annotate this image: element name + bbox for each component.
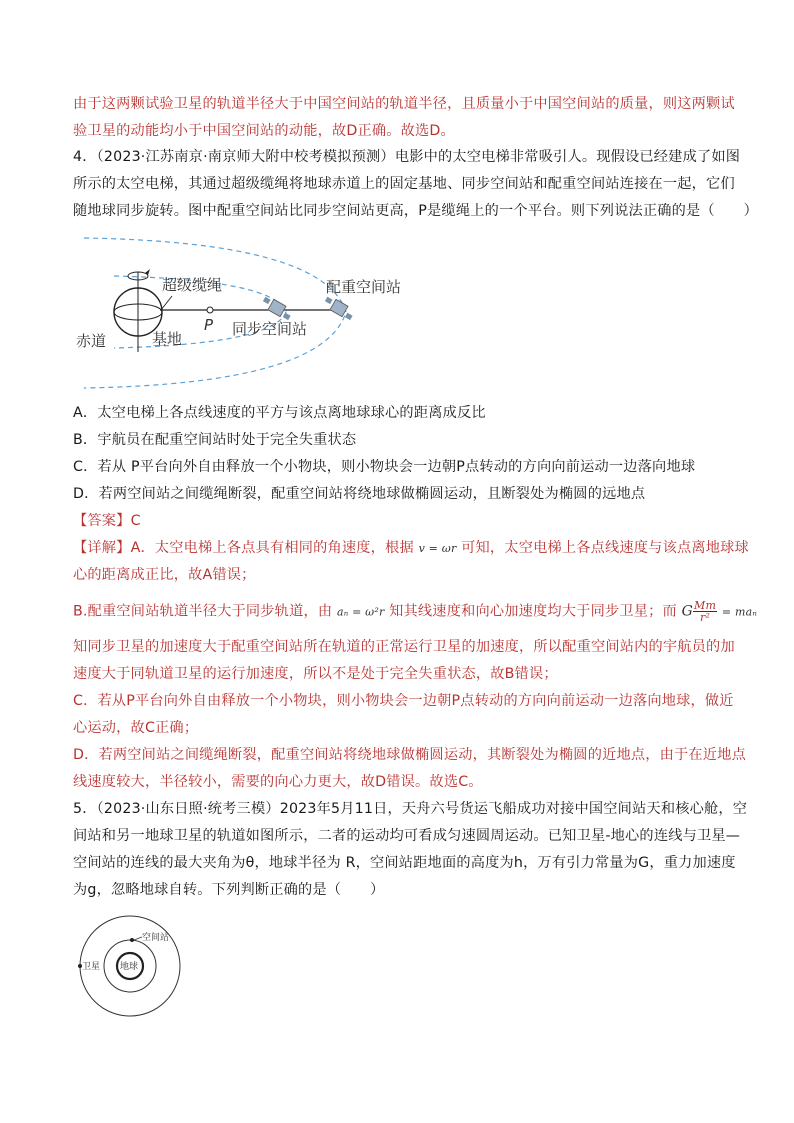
detail-b-line3: 速度大于同轨道卫星的运行加速度，所以不是处于完全失重状态，故B错误；	[73, 666, 558, 682]
question-5-stem: 5．（2023·山东日照·统考三模）2023年5月11日，天舟六号货运飞船成功对接中国空间站天和核心舱，空	[73, 801, 748, 817]
sync-station-icon	[263, 297, 291, 320]
question-4-stem: 4．（2023·江苏南京·南京师大附中校考模拟预测）电影中的太空电梯非常吸引人。现假设已经建成了如图	[73, 149, 741, 165]
formula-fraction: $\frac{Mm}{\text{r²}}$	[694, 599, 717, 624]
answer-line	[73, 511, 141, 531]
option-d: D．若两空间站之间缆绳断裂，配重空间站将绕地球做椭圆运动，且断裂处为椭圆的远地点	[73, 486, 646, 502]
station-label: 空间站	[142, 933, 170, 943]
cable-label: 超级缆绳	[162, 276, 223, 294]
detail-a-text: A．太空电梯上各点具有相同的角速度，根据	[130, 540, 414, 556]
solution-text: 验卫星的动能均小于中国空间站的动能，故D正确。故选D。	[73, 123, 455, 139]
platform-p-point	[207, 307, 213, 313]
formula-g: G	[681, 603, 694, 620]
question-4-stem: 所示的太空电梯，其通过超级缆绳将地球赤道上的固定基地、同步空间站和配重空间站连接在一起，它们	[73, 176, 735, 192]
sync-station-label: 同步空间站	[232, 320, 308, 338]
answer-value: C	[130, 513, 141, 529]
space-elevator-figure	[74, 232, 402, 392]
option-a: A．太空电梯上各点线速度的平方与该点离地球球心的距离成反比	[73, 405, 486, 421]
formula-rhs: = maₙ	[721, 605, 758, 619]
answer-tag: 【答案】	[73, 513, 131, 529]
station-dot	[130, 938, 134, 942]
question-5-stem: 空间站的连线的最大夹角为θ，地球半径为 R，空间站距地面的高度为h，万有引力常量为G，重力加速度	[73, 855, 736, 871]
detail-a-line	[73, 538, 749, 559]
solution-text: 由于这两颗试验卫星的轨道半径大于中国空间站的轨道半径，且质量小于中国空间站的质量，则这两颗试	[73, 96, 735, 112]
option-c: C．若从 P平台向外自由释放一个小物块，则小物块会一边朝P点转动的方向向前运动一边落向地球	[73, 459, 696, 475]
detail-c-line1: C．若从P平台向外自由释放一个小物块，则小物块会一边朝P点转动的方向向前运动一边落向地球，做近	[73, 693, 734, 709]
detail-d-line2: 线速度较大，半径较小，需要的向心力更大，故D错误。故选C。	[73, 774, 483, 790]
base-label: 基地	[152, 330, 183, 348]
detail-a-text-post: 可知，太空电梯上各点线速度与该点离地球球	[461, 540, 749, 556]
detail-d-line1: D．若两空间站之间缆绳断裂，配重空间站将绕地球做椭圆运动，其断裂处为椭圆的近地点，由于在近地点	[73, 747, 746, 763]
p-label: P	[204, 316, 214, 334]
option-b: B．宇航员在配重空间站时处于完全失重状态	[73, 432, 357, 448]
question-4-stem: 随地球同步旋转。图中配重空间站比同步空间站更高，P是缆绳上的一个平台。则下列说法正确的是（ ）	[73, 203, 758, 219]
detail-c-line2: 心运动，故C正确；	[73, 720, 199, 736]
counterweight-station-icon	[325, 297, 353, 320]
question-5-stem: 间站和另一地球卫星的轨道如图所示，二者的运动均可看成匀速圆周运动。已知卫星-地心的连线与卫星—	[73, 828, 741, 844]
earth-label: 地球	[120, 962, 139, 972]
counterweight-label: 配重空间站	[326, 278, 402, 296]
equator-label: 赤道	[76, 332, 107, 350]
satellite-label: 卫星	[82, 962, 101, 972]
orbit-figure	[76, 912, 196, 1024]
detail-b-text: B.配重空间站轨道半径大于同步轨道，由	[73, 603, 333, 620]
detail-b-line2: 知同步卫星的加速度大于配重空间站所在轨道的正常运行卫星的加速度，所以配重空间站内的宇航员的加	[73, 639, 735, 655]
detail-tag: 【详解】	[73, 540, 131, 556]
detail-b-line	[73, 600, 757, 623]
question-5-stem: 为g，忽略地球自转。下列判断正确的是（ ）	[73, 882, 385, 898]
formula-v-omega-r: v = ωr	[418, 542, 457, 555]
detail-b-mid: 知其线速度和向心加速度均大于同步卫星；而	[389, 603, 677, 620]
outer-orbit-arc	[84, 238, 346, 388]
formula-an-omega2-r: aₙ = ω²r	[336, 605, 385, 619]
detail-a-line2: 心的距离成正比，故A错误；	[73, 567, 256, 583]
